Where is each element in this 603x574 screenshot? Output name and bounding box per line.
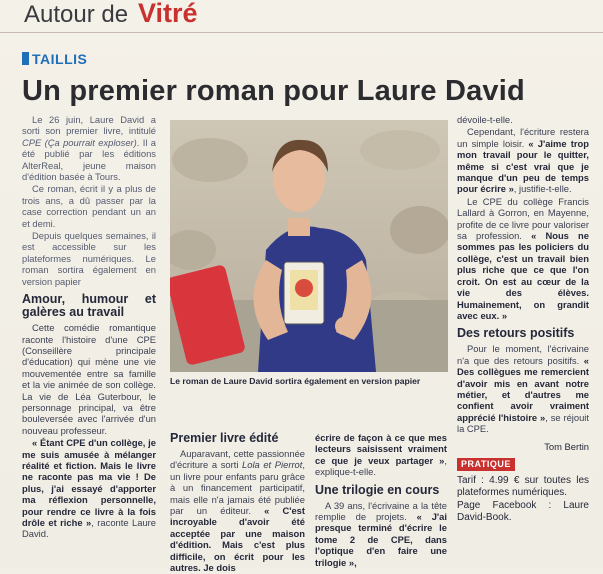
section-label: Autour de xyxy=(24,1,129,28)
pratique-tag: PRATIQUE xyxy=(457,458,515,471)
column-2 xyxy=(170,432,305,574)
paragraph-continuation: écrire de façon à ce que mes lecteurs saisissent vraiment ce que je veux partager », explique-t-elle. xyxy=(315,432,447,478)
author-signature: Tom Bertin xyxy=(544,440,589,452)
rubric-label: TAILLIS xyxy=(32,51,88,67)
paragraph-loisir: Cependant, l'écriture restera un simple loisir. « J'aime trop mon travail pour le quitter, même si c'est vrai que je manque d'un peu de temps pour écrire », justifie-t-elle. xyxy=(457,126,589,195)
column-3 xyxy=(315,432,447,569)
subheading-premier-livre: Premier livre édité xyxy=(170,431,279,445)
column-4 xyxy=(457,114,589,524)
headline: Un premier roman pour Laure David xyxy=(22,75,525,107)
paragraph-premier-livre: Auparavant, cette passionnée d'écriture a sorti Lola et Pierrot, un livre pour enfants paru grâce à un financement participatif, mais elle n'a jamais été publiée par un éditeur. « C'est incroyable d'avoir été acceptée par une maison d'édition. Mais c'est plus difficile, on écrit pour les autres. Je dois xyxy=(170,448,305,574)
info-tarif: Tarif : 4.99 € sur toutes les plateformes numériques. xyxy=(457,475,589,499)
paragraph-trilogie: A 39 ans, l'écrivaine a la tête remplie de projets. « J'ai presque terminé d'écrire le tome 2 de CPE, dans l'optique d'en faire une trilogie », xyxy=(315,499,447,568)
subheading-retours: Des retours positifs xyxy=(457,326,575,341)
intro-paragraph-1: Le 26 juin, Laure David a sorti son premier livre, intitulé CPE (Ça pourrait exploser). Il a été publié par les éditions AlterReal, jeune maison d'édition basée à Tours. xyxy=(22,114,157,183)
paragraph-cpe-gorron: Le CPE du collège Francis Lallard à Gorron, en Mayenne, profite de ce livre pour valoriser sa profession. « Nous ne sommes pas les policiers du collège, c'est un travail bien plus riche que ce que l'on croit. On est au cœur de la vie des élèves. Humainement, on grandit avec eux. » xyxy=(457,195,589,321)
column-1 xyxy=(22,114,156,541)
subheading-amour: Amour, humour et galères au travail xyxy=(22,292,156,320)
section-header xyxy=(0,0,603,33)
pratique-box xyxy=(457,458,589,524)
photo-caption: Le roman de Laure David sortira également en version papier xyxy=(170,376,421,386)
subheading-trilogie: Une trilogie en cours xyxy=(315,482,440,497)
paragraph-quote-1: « Étant CPE d'un collège, je me suis amusée à mélanger réalité et fiction. Mais le livre ne raconte pas ma vie ! De plus, j'ai essayé d'apporter ma réflexion personnelle, pour rendre ce livre à la fois drôle et riche », raconte Laure David. xyxy=(22,437,156,540)
intro-paragraph-3: Depuis quelques semaines, il est accessible sur les plateformes numériques. Le roman sortira également en version papier xyxy=(22,230,156,287)
rubric-square-icon xyxy=(22,52,29,65)
intro-paragraph-2: Ce roman, écrit il y a plus de trois ans, a dû passer par la case correction pendant un an et demi. xyxy=(22,183,156,229)
info-facebook: Page Facebook : Laure David-Book. xyxy=(457,500,589,524)
article-photo xyxy=(170,120,448,372)
section-town: Vitré xyxy=(138,0,198,28)
author-photo-icon xyxy=(170,120,448,372)
rubric xyxy=(22,51,87,67)
paragraph-devoile: dévoile-t-elle. xyxy=(457,114,513,125)
paragraph-story: Cette comédie romantique raconte l'histoire d'une CPE (Conseillère principale d'éducation) qui mène une vie mouvementée entre sa famille et la vie animée de son collège. La vie de Léa Guterbour, le personnage principal, va être bouleversée avec l'arrivée d'un nouveau professeur. xyxy=(22,322,156,436)
paragraph-retours: Pour le moment, l'écrivaine n'a que des retours positifs. « Des collègues me remercient d'avoir mis en avant notre métier, et d'autres me confient avoir vraiment apprécié l'histoire », se réjouit la CPE. xyxy=(457,343,589,435)
